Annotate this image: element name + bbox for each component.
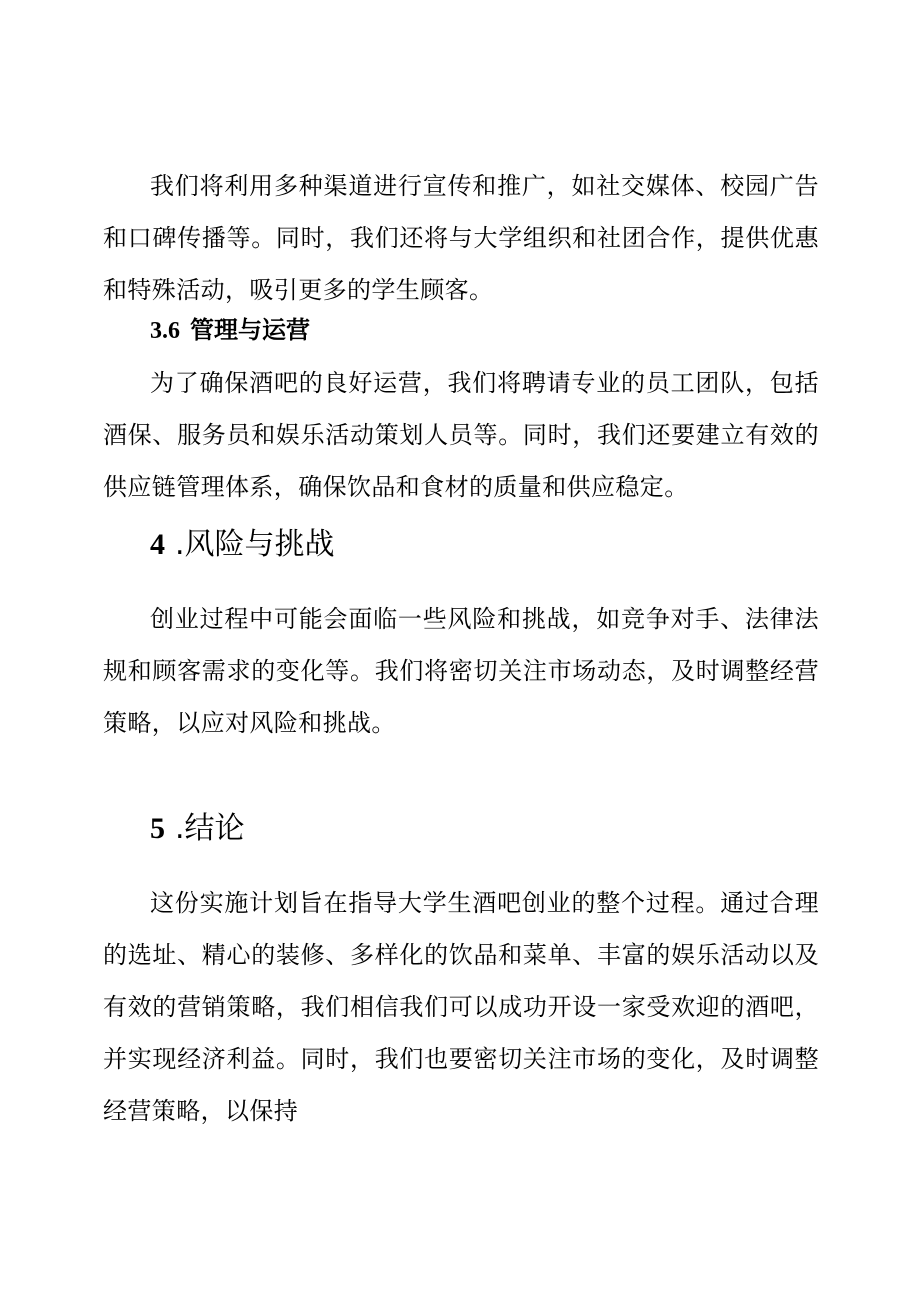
section-3-6-title: 管理与运营 bbox=[190, 316, 310, 344]
section-4-heading bbox=[150, 525, 335, 565]
section-4-body: 创业过程中可能会面临一些风险和挑战，如竞争对手、法律法规和顾客需求的变化等。我们将密切关注市场动态，及时调整经营策略，以应对风险和挑战。 bbox=[103, 605, 819, 737]
section-3-6-body: 为了确保酒吧的良好运营，我们将聘请专业的员工团队，包括酒保、服务员和娱乐活动策划人员等。同时，我们还要建立有效的供应链管理体系，确保饮品和食材的质量和供应稳定。 bbox=[103, 369, 819, 501]
section-5-body: 这份实施计划旨在指导大学生酒吧创业的整个过程。通过合理的选址、精心的装修、多样化的饮品和菜单、丰富的娱乐活动以及有效的营销策略，我们相信我们可以成功开设一家受欢迎的酒吧，并实现经济利益。同时，我们也要密切关注市场的变化，及时调整经营策略，以保持 bbox=[103, 889, 819, 1125]
section-4-number: 4 bbox=[150, 528, 165, 561]
section-5-number: 5 bbox=[150, 812, 165, 845]
section-5-heading bbox=[150, 809, 245, 849]
section-3-6-heading bbox=[150, 314, 310, 347]
section-5-title: .结论 bbox=[175, 811, 245, 846]
section-3-6-number: 3.6 bbox=[150, 318, 180, 344]
section-4-title: .风险与挑战 bbox=[175, 527, 335, 562]
paragraph-promotion: 我们将利用多种渠道进行宣传和推广，如社交媒体、校园广告和口碑传播等。同时，我们还将与大学组织和社团合作，提供优惠和特殊活动，吸引更多的学生顾客。 bbox=[103, 172, 819, 304]
